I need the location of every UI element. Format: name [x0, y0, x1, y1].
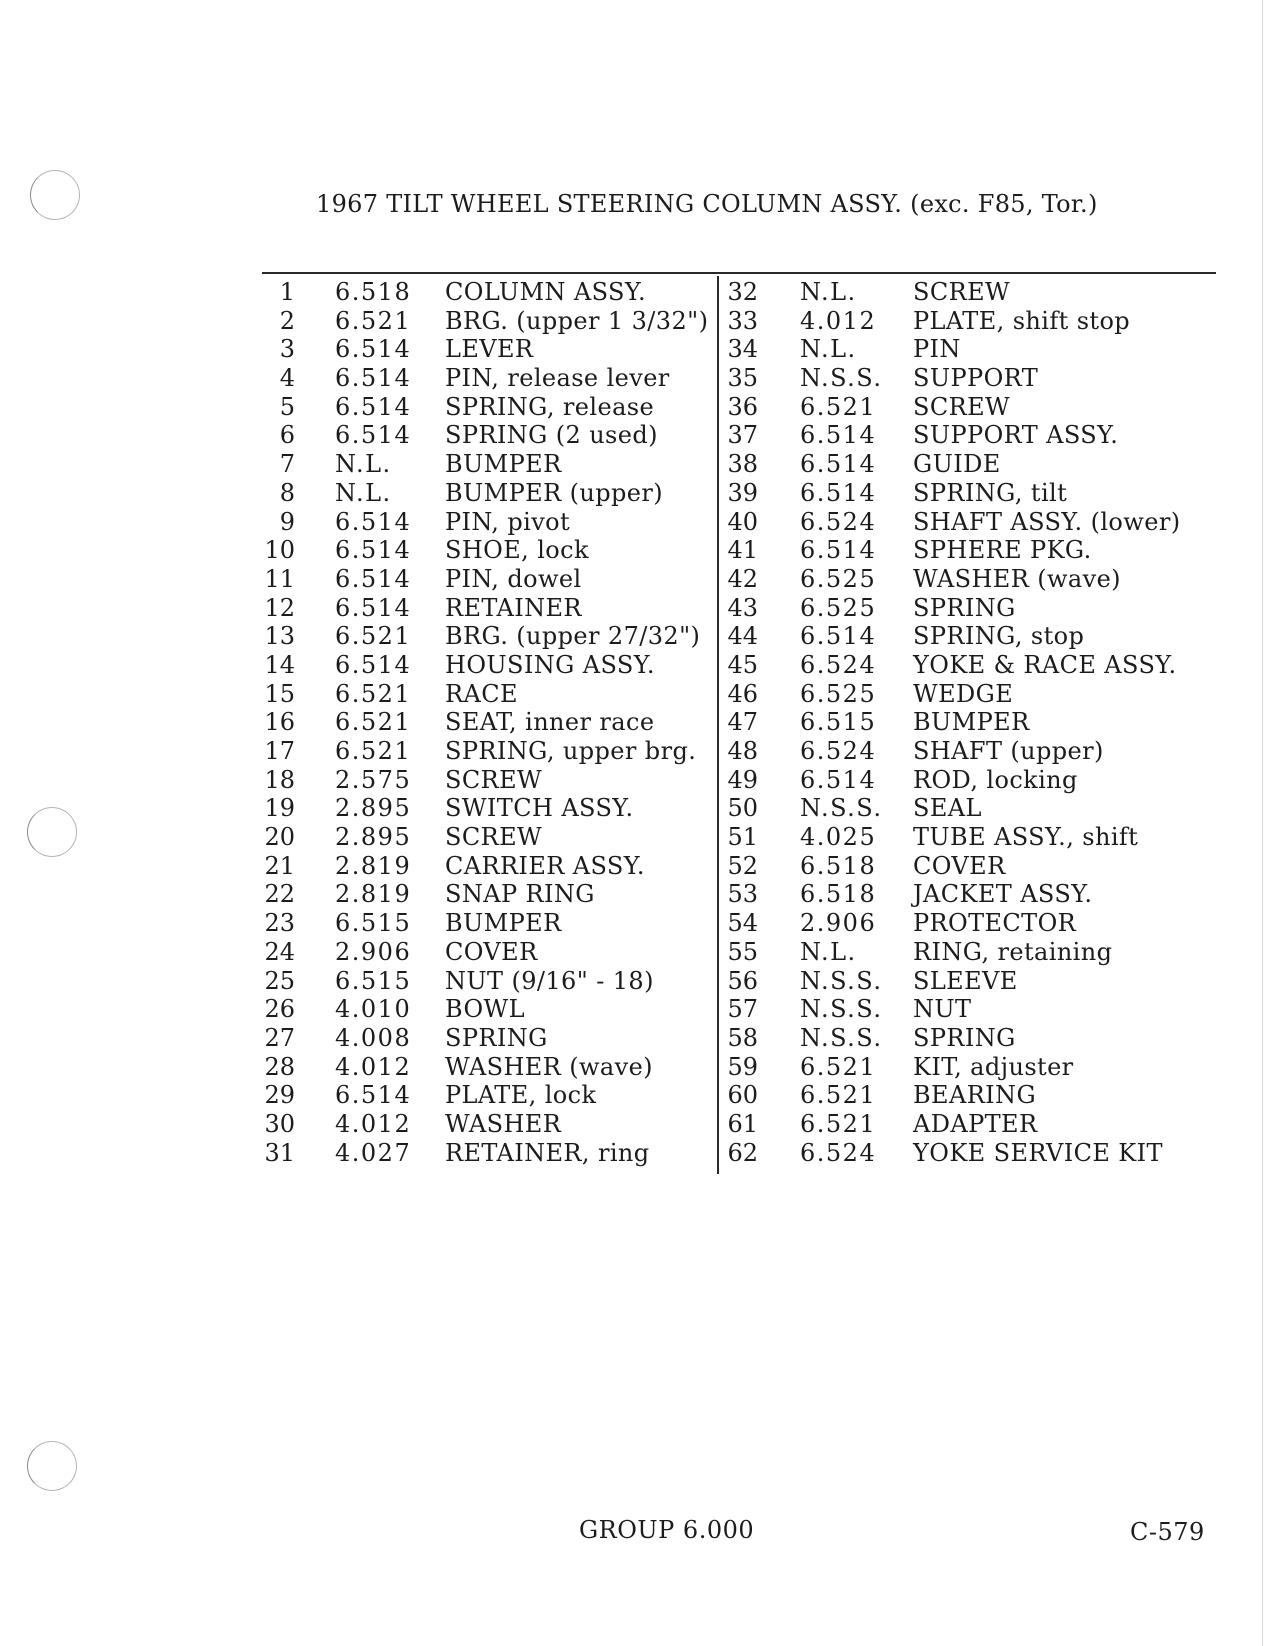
part-description: PIN, release lever: [445, 364, 670, 393]
part-number: 41: [727, 536, 758, 565]
part-number: 48: [727, 737, 758, 765]
part-description: PIN, pivot: [445, 507, 571, 536]
part-description: SPRING: [445, 1023, 548, 1052]
group-code: 6.518: [800, 880, 877, 909]
group-code: 6.521: [800, 1052, 877, 1081]
part-number: 29: [264, 1081, 295, 1110]
part-row: [255, 565, 715, 594]
part-number: 25: [264, 966, 295, 995]
part-number: 20: [264, 823, 295, 852]
part-row: [255, 1024, 715, 1053]
part-number: 39: [727, 478, 758, 507]
group-code: 6.514: [335, 421, 412, 450]
part-number: 11: [264, 564, 295, 593]
part-number: 37: [727, 421, 758, 450]
part-description: NUT (9/16" - 18): [445, 966, 654, 995]
part-row: [724, 1139, 1204, 1168]
part-row: [255, 1053, 715, 1082]
group-code: 6.514: [335, 564, 412, 593]
part-number: 40: [727, 507, 758, 536]
part-row: [724, 1053, 1204, 1082]
part-description: KIT, adjuster: [913, 1052, 1074, 1081]
group-code: N.L.: [800, 278, 857, 306]
group-code: 6.514: [800, 536, 877, 565]
group-code: 6.515: [335, 966, 412, 995]
group-code: 2.575: [335, 765, 412, 794]
part-row: [724, 479, 1204, 508]
part-description: BRG. (upper 1 3/32"): [445, 306, 709, 335]
part-number: 51: [727, 823, 758, 852]
part-row: [724, 450, 1204, 479]
part-number: 42: [727, 564, 758, 593]
part-description: YOKE SERVICE KIT: [913, 1138, 1163, 1167]
part-description: SNAP RING: [445, 880, 595, 909]
part-number: 18: [264, 765, 295, 794]
part-number: 28: [264, 1052, 295, 1081]
part-row: [255, 335, 715, 364]
part-row: [724, 508, 1204, 537]
part-number: 5: [279, 392, 295, 421]
part-row: [255, 479, 715, 508]
part-row: [724, 909, 1204, 938]
part-row: [724, 307, 1204, 336]
part-number: 4: [279, 364, 295, 393]
part-number: 23: [264, 909, 295, 938]
part-number: 14: [264, 650, 295, 679]
part-number: 52: [727, 851, 758, 880]
group-code: 6.524: [800, 1138, 877, 1167]
part-description: SHOE, lock: [445, 536, 589, 565]
part-description: YOKE & RACE ASSY.: [913, 650, 1177, 679]
group-code: 6.525: [800, 679, 877, 708]
part-number: 17: [264, 737, 295, 765]
part-row: [255, 967, 715, 996]
group-code: 6.514: [335, 507, 412, 536]
part-number: 15: [264, 679, 295, 708]
part-row: [255, 880, 715, 909]
part-number: 6: [279, 421, 295, 450]
part-description: SEAL: [913, 794, 982, 823]
part-description: SHAFT ASSY. (lower): [913, 507, 1181, 536]
part-row: [724, 852, 1204, 881]
part-row: [724, 823, 1204, 852]
part-row: [255, 823, 715, 852]
page-title: 1967 TILT WHEEL STEERING COLUMN ASSY. (exc. F85, Tor.): [316, 190, 1098, 218]
part-number: 60: [727, 1081, 758, 1110]
group-code: 6.521: [335, 737, 412, 765]
part-description: PIN, dowel: [445, 564, 582, 593]
part-number: 16: [264, 708, 295, 737]
part-row: [255, 278, 715, 307]
group-code: 6.524: [800, 507, 877, 536]
group-code: 6.521: [800, 1109, 877, 1138]
part-description: WASHER (wave): [913, 564, 1121, 593]
part-number: 46: [727, 679, 758, 708]
parts-list-left: [255, 278, 715, 1167]
part-description: TUBE ASSY., shift: [913, 823, 1139, 852]
group-code: N.L.: [800, 937, 857, 966]
part-number: 32: [727, 278, 758, 306]
part-description: ADAPTER: [913, 1109, 1038, 1138]
part-row: [724, 622, 1204, 651]
part-description: BEARING: [913, 1081, 1037, 1110]
part-description: BOWL: [445, 995, 525, 1024]
part-row: [255, 393, 715, 422]
part-description: RACE: [445, 679, 518, 708]
part-row: [724, 335, 1204, 364]
part-number: 21: [264, 851, 295, 880]
group-code: 6.524: [800, 650, 877, 679]
part-description: ROD, locking: [913, 765, 1078, 794]
part-number: 58: [727, 1023, 758, 1052]
part-description: SPRING, release: [445, 392, 655, 421]
part-description: BUMPER (upper): [445, 478, 663, 507]
part-number: 55: [727, 937, 758, 966]
part-row: [724, 680, 1204, 709]
group-code: 6.514: [800, 450, 877, 479]
part-number: 3: [279, 335, 295, 364]
group-code: 6.514: [335, 650, 412, 679]
group-code: 6.514: [335, 392, 412, 421]
part-number: 27: [264, 1023, 295, 1052]
part-description: CARRIER ASSY.: [445, 851, 645, 880]
part-description: SHAFT (upper): [913, 737, 1104, 765]
part-number: 24: [264, 937, 295, 966]
group-code: 6.514: [335, 593, 412, 622]
part-row: [724, 880, 1204, 909]
part-description: GUIDE: [913, 450, 1001, 479]
part-row: [724, 278, 1204, 307]
group-code: 4.010: [335, 995, 412, 1024]
part-row: [255, 622, 715, 651]
part-row: [255, 995, 715, 1024]
group-code: N.S.S.: [800, 966, 883, 995]
part-description: SCREW: [913, 278, 1011, 306]
group-code: 2.819: [335, 880, 412, 909]
part-number: 22: [264, 880, 295, 909]
part-row: [255, 1139, 715, 1168]
part-description: RETAINER: [445, 593, 582, 622]
part-number: 19: [264, 794, 295, 823]
group-code: 6.515: [800, 708, 877, 737]
part-row: [724, 1110, 1204, 1139]
part-number: 56: [727, 966, 758, 995]
page-number: C-579: [1130, 1518, 1205, 1546]
part-description: SPRING, tilt: [913, 478, 1068, 507]
part-row: [724, 364, 1204, 393]
group-code: 2.895: [335, 794, 412, 823]
part-description: BRG. (upper 27/32"): [445, 622, 701, 651]
group-code: 4.027: [335, 1138, 412, 1167]
group-code: N.S.S.: [800, 1023, 883, 1052]
part-number: 45: [727, 650, 758, 679]
part-description: SCREW: [445, 765, 543, 794]
part-row: [724, 766, 1204, 795]
part-row: [724, 708, 1204, 737]
part-number: 12: [264, 593, 295, 622]
part-description: SLEEVE: [913, 966, 1018, 995]
part-number: 50: [727, 794, 758, 823]
part-number: 33: [727, 306, 758, 335]
group-code: 6.514: [335, 536, 412, 565]
parts-list-right: [724, 278, 1204, 1167]
part-number: 35: [727, 364, 758, 393]
part-row: [255, 1110, 715, 1139]
group-code: 2.906: [800, 909, 877, 938]
part-row: [724, 794, 1204, 823]
part-number: 59: [727, 1052, 758, 1081]
part-number: 43: [727, 593, 758, 622]
group-code: N.S.S.: [800, 794, 883, 823]
part-description: SUPPORT ASSY.: [913, 421, 1119, 450]
group-code: 6.518: [335, 278, 412, 306]
group-code: 6.514: [800, 765, 877, 794]
part-row: [724, 393, 1204, 422]
group-code: 6.521: [335, 708, 412, 737]
part-row: [255, 508, 715, 537]
part-description: SCREW: [445, 823, 543, 852]
part-row: [724, 1024, 1204, 1053]
part-description: COLUMN ASSY.: [445, 278, 647, 306]
page-edge-line: [1262, 0, 1263, 1646]
part-number: 26: [264, 995, 295, 1024]
part-row: [255, 307, 715, 336]
part-number: 13: [264, 622, 295, 651]
group-code: 6.521: [335, 306, 412, 335]
part-description: SCREW: [913, 392, 1011, 421]
part-number: 7: [279, 450, 295, 479]
part-description: SPHERE PKG.: [913, 536, 1092, 565]
part-row: [255, 794, 715, 823]
part-number: 62: [727, 1138, 758, 1167]
part-row: [255, 594, 715, 623]
part-row: [724, 737, 1204, 766]
part-number: 2: [279, 306, 295, 335]
part-row: [255, 852, 715, 881]
part-row: [255, 364, 715, 393]
part-description: SPRING: [913, 1023, 1016, 1052]
group-code: 6.514: [800, 421, 877, 450]
part-description: SPRING, upper brg.: [445, 737, 697, 765]
part-number: 57: [727, 995, 758, 1024]
part-number: 61: [727, 1109, 758, 1138]
part-number: 30: [264, 1109, 295, 1138]
group-code: 6.514: [335, 335, 412, 364]
part-description: SEAT, inner race: [445, 708, 655, 737]
group-code: N.L.: [335, 450, 392, 479]
part-description: BUMPER: [445, 450, 562, 479]
group-code: 4.012: [335, 1109, 412, 1138]
part-description: PLATE, shift stop: [913, 306, 1131, 335]
part-description: BUMPER: [445, 909, 562, 938]
group-code: N.S.S.: [800, 364, 883, 393]
part-description: BUMPER: [913, 708, 1030, 737]
group-code: 6.518: [800, 851, 877, 880]
part-description: JACKET ASSY.: [913, 880, 1093, 909]
punch-hole-middle: [27, 807, 77, 857]
group-code: 6.521: [335, 622, 412, 651]
part-row: [724, 651, 1204, 680]
group-code: 6.514: [800, 622, 877, 651]
part-number: 34: [727, 335, 758, 364]
part-row: [255, 737, 715, 766]
part-row: [255, 651, 715, 680]
part-row: [724, 995, 1204, 1024]
part-number: 53: [727, 880, 758, 909]
part-row: [724, 594, 1204, 623]
group-code: 2.895: [335, 823, 412, 852]
group-code: 2.906: [335, 937, 412, 966]
part-number: 10: [264, 536, 295, 565]
group-code: N.S.S.: [800, 995, 883, 1024]
group-code: 4.008: [335, 1023, 412, 1052]
part-number: 1: [279, 278, 295, 306]
part-description: COVER: [913, 851, 1006, 880]
part-description: SWITCH ASSY.: [445, 794, 634, 823]
part-row: [724, 536, 1204, 565]
part-description: RING, retaining: [913, 937, 1113, 966]
punch-hole-bottom: [27, 1441, 77, 1491]
part-row: [255, 938, 715, 967]
part-description: WEDGE: [913, 679, 1014, 708]
part-row: [724, 967, 1204, 996]
part-number: 54: [727, 909, 758, 938]
part-number: 31: [264, 1138, 295, 1167]
part-description: LEVER: [445, 335, 534, 364]
part-row: [255, 421, 715, 450]
group-code: 6.514: [335, 364, 412, 393]
part-description: PLATE, lock: [445, 1081, 597, 1110]
group-code: 6.521: [800, 1081, 877, 1110]
part-row: [255, 766, 715, 795]
group-code: 6.521: [800, 392, 877, 421]
group-number: GROUP 6.000: [579, 1516, 755, 1544]
part-description: NUT: [913, 995, 972, 1024]
part-row: [724, 421, 1204, 450]
group-code: N.L.: [800, 335, 857, 364]
table-top-rule: [262, 272, 1216, 274]
group-code: N.L.: [335, 478, 392, 507]
part-number: 38: [727, 450, 758, 479]
part-description: COVER: [445, 937, 538, 966]
part-number: 44: [727, 622, 758, 651]
part-row: [255, 680, 715, 709]
part-number: 8: [279, 478, 295, 507]
part-description: SPRING (2 used): [445, 421, 658, 450]
part-row: [255, 708, 715, 737]
group-code: 2.819: [335, 851, 412, 880]
group-code: 6.525: [800, 564, 877, 593]
part-row: [724, 565, 1204, 594]
group-code: 6.525: [800, 593, 877, 622]
part-row: [255, 450, 715, 479]
part-row: [255, 1081, 715, 1110]
part-description: WASHER (wave): [445, 1052, 653, 1081]
part-row: [255, 536, 715, 565]
part-description: SPRING, stop: [913, 622, 1085, 651]
group-code: 4.012: [335, 1052, 412, 1081]
part-number: 49: [727, 765, 758, 794]
part-number: 36: [727, 392, 758, 421]
part-number: 9: [279, 507, 295, 536]
part-description: PIN: [913, 335, 961, 364]
part-row: [255, 909, 715, 938]
part-description: WASHER: [445, 1109, 562, 1138]
part-description: SPRING: [913, 593, 1016, 622]
group-code: 6.524: [800, 737, 877, 765]
group-code: 6.514: [800, 478, 877, 507]
part-description: RETAINER, ring: [445, 1138, 650, 1167]
part-description: SUPPORT: [913, 364, 1039, 393]
part-row: [724, 938, 1204, 967]
part-row: [724, 1081, 1204, 1110]
group-code: 4.012: [800, 306, 877, 335]
group-code: 6.521: [335, 679, 412, 708]
part-number: 47: [727, 708, 758, 737]
part-description: PROTECTOR: [913, 909, 1077, 938]
group-code: 6.514: [335, 1081, 412, 1110]
part-description: HOUSING ASSY.: [445, 650, 655, 679]
group-code: 4.025: [800, 823, 877, 852]
group-code: 6.515: [335, 909, 412, 938]
punch-hole-top: [30, 170, 80, 220]
